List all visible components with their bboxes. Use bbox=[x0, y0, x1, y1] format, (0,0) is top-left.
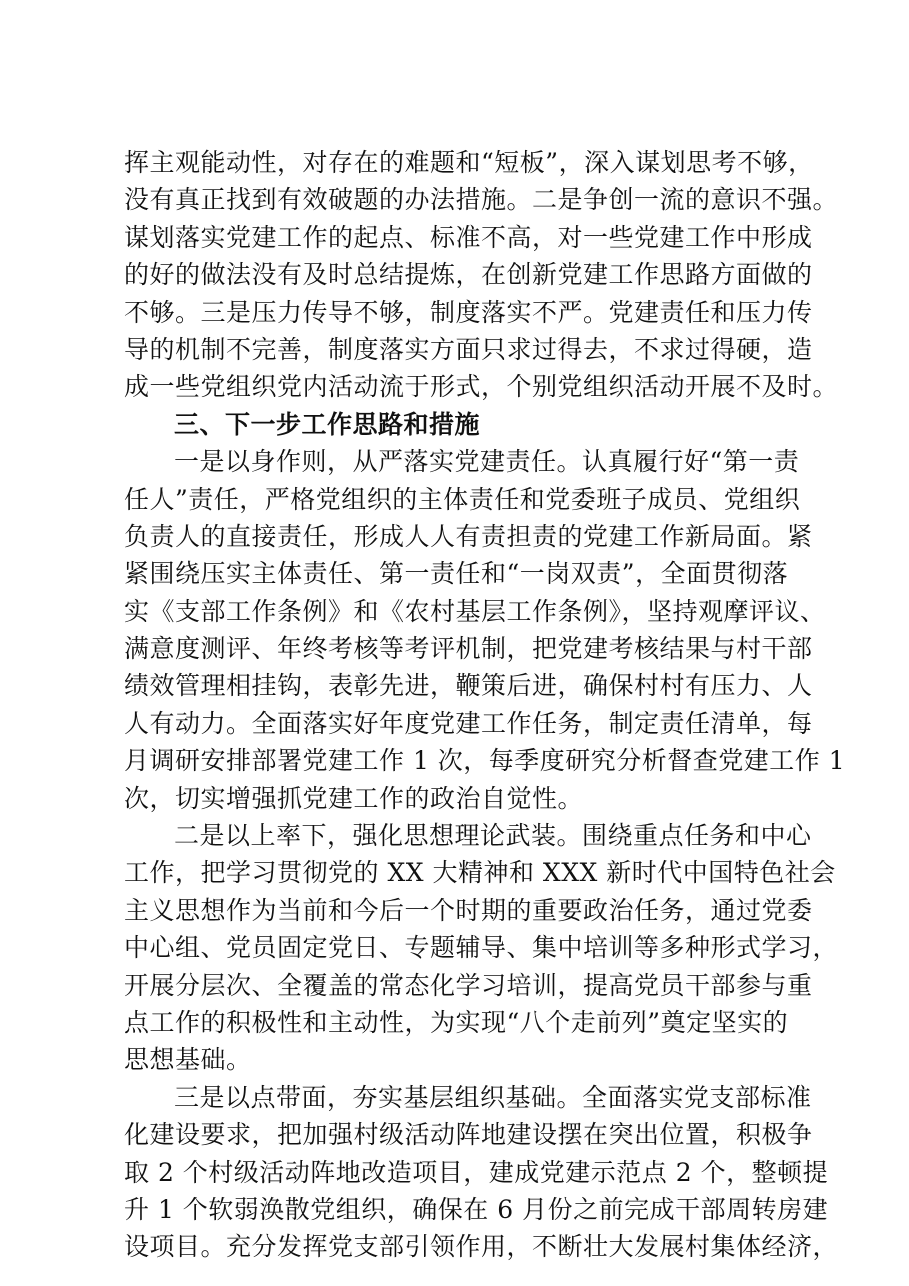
text-line: 没有真正找到有效破题的办法措施。二是争创一流的意识不强。 bbox=[124, 185, 839, 215]
text-line: 的好的做法没有及时总结提炼，在创新党建工作思路方面做的 bbox=[124, 260, 813, 290]
text-line: 取 2 个村级活动阵地改造项目，建成党建示范点 2 个，整顿提 bbox=[124, 1157, 829, 1187]
text-line: 任人”责任，严格党组织的主体责任和党委班子成员、党组织 bbox=[124, 484, 801, 514]
text-line: 点工作的积极性和主动性，为实现“八个走前列”奠定坚实的 bbox=[124, 1007, 789, 1037]
text-line: 升 1 个软弱涣散党组织，确保在 6 月份之前完成干部周转房建 bbox=[124, 1194, 829, 1224]
text-line: 成一些党组织党内活动流于形式，个别党组织活动开展不及时。 bbox=[124, 372, 839, 402]
text-line: 紧围绕压实主体责任、第一责任和“一岗双责”，全面贯彻落 bbox=[124, 559, 789, 589]
text-line: 次，切实增强抓党建工作的政治自觉性。 bbox=[124, 783, 584, 813]
text-line: 开展分层次、全覆盖的常态化学习培训，提高党员干部参与重 bbox=[124, 970, 813, 1000]
text-line: 化建设要求，把加强村级活动阵地建设摆在突出位置，积极争 bbox=[124, 1120, 813, 1150]
text-line: 人有动力。全面落实好年度党建工作任务，制定责任清单，每 bbox=[124, 708, 813, 738]
text-line: 挥主观能动性，对存在的难题和“短板”，深入谋划思考不够， bbox=[124, 148, 814, 177]
text-line: 思想基础。 bbox=[124, 1045, 252, 1075]
paragraph-first-line: 一是以身作则，从严落实党建责任。认真履行好“第一责 bbox=[174, 447, 800, 477]
text-line: 导的机制不完善，制度落实方面只求过得去，不求过得硬，造 bbox=[124, 334, 813, 364]
paragraph-first-line: 三是以点带面，夯实基层组织基础。全面落实党支部标准 bbox=[174, 1082, 812, 1112]
text-line: 设项目。充分发挥党支部引领作用，不断壮大发展村集体经济， bbox=[124, 1232, 839, 1262]
text-line: 谋划落实党建工作的起点、标准不高，对一些党建工作中形成 bbox=[124, 222, 813, 252]
text-line: 满意度测评、年终考核等考评机制，把党建考核结果与村干部 bbox=[124, 634, 813, 664]
text-line: 中心组、党员固定党日、专题辅导、集中培训等多种形式学习， bbox=[124, 933, 839, 963]
body-text bbox=[124, 144, 846, 1266]
paragraph-first-line: 二是以上率下，强化思想理论武装。围绕重点任务和中心 bbox=[174, 821, 812, 851]
text-line: 绩效管理相挂钩，表彰先进，鞭策后进，确保村村有压力、人 bbox=[124, 671, 813, 701]
text-line: 工作，把学习贯彻党的 XX 大精神和 XXX 新时代中国特色社会 bbox=[124, 858, 836, 888]
text-line: 实《支部工作条例》和《农村基层工作条例》，坚持观摩评议、 bbox=[124, 596, 826, 626]
text-line: 主义思想作为当前和今后一个时期的重要政治任务，通过党委 bbox=[124, 895, 813, 925]
text-line: 负责人的直接责任，形成人人有责担责的党建工作新局面。紧 bbox=[124, 521, 813, 551]
text-line: 月调研安排部署党建工作 1 次，每季度研究分析督查党建工作 1 bbox=[124, 746, 846, 776]
section-heading: 三、下一步工作思路和措施 bbox=[174, 409, 481, 439]
text-line: 不够。三是压力传导不够，制度落实不严。党建责任和压力传 bbox=[124, 297, 813, 327]
